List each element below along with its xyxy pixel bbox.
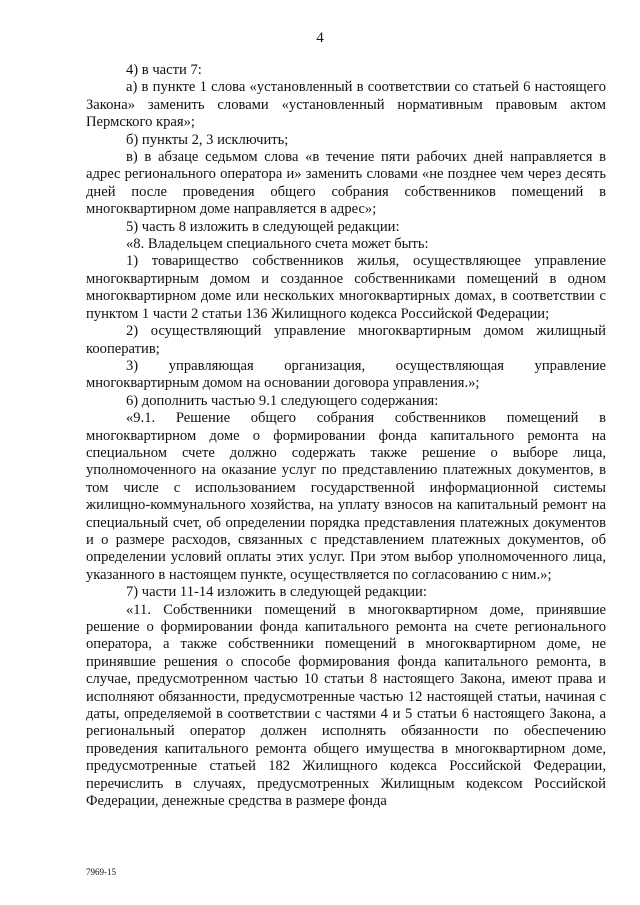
page-number: 4	[316, 30, 324, 46]
paragraph: 2) осуществляющий управление многоквартирным домом жилищный кооператив;	[86, 323, 606, 357]
paragraph: 5) часть 8 изложить в следующей редакции:	[126, 218, 400, 235]
document-code: 7969-15	[86, 867, 116, 877]
paragraph: «8. Владельцем специального счета может быть:	[126, 236, 429, 253]
paragraph: б) пункты 2, 3 исключить;	[126, 131, 289, 148]
paragraph: «9.1. Решение общего собрания собственников помещений в многоквартирном доме о формировании фонда капитального ремонта на специальном счете должно содержать также решение о выборе лица, уполномоченного на оказание услуг по представлению платежных документов, в том числе с использованием государственной информационной системы жилищно-коммунального хозяйства, на уплату взносов на капитальный ремонт на специальный счет, об определении порядка представления платежных документов и о размере расходов, связанных с представлением платежных документов, об определении условий оплаты этих услуг. При этом выбор уполномоченного лица, указанного в настоящем пункте, осуществляется по согласованию с ним.»;	[86, 410, 606, 583]
document-body	[86, 62, 606, 810]
paragraph: 1) товарищество собственников жилья, осуществляющее управление многоквартирным домом и созданное собственниками помещений в одном многоквартирном доме или нескольких многоквартирных домах, в соответствии с пунктом 1 части 2 статьи 136 Жилищного кодекса Российской Федерации;	[86, 253, 606, 322]
paragraph: 3) управляющая организация, осуществляющая управление многоквартирным домом на основании договора управления.»;	[86, 357, 606, 392]
paragraph: в) в абзаце седьмом слова «в течение пяти рабочих дней направляется в адрес регионального оператора и» заменить словами «не позднее чем через десять дней после проведения общего собрания собственников помещений в многоквартирном доме направляется в адрес»;	[86, 149, 606, 218]
paragraph: 4) в части 7:	[126, 62, 202, 78]
paragraph: «11. Собственники помещений в многоквартирном доме, принявшие решение о формировании фонда капитального ремонта на счете регионального оператора, а также собственники помещений в многоквартирном доме, не принявшие решения о способе формирования фонда капитального ремонта, в случае, предусмотренном частью 10 статьи 8 настоящего Закона, имеют права и исполняют обязанности, предусмотренные частью 12 настоящей статьи, начиная с даты, определяемой в соответствии с частями 4 и 5 статьи 6 настоящего Закона, а региональный оператор должен исполнять обязанности по обеспечению проведения капитального ремонта общего имущества в многоквартирном доме, предусмотренные статьей 182 Жилищного кодекса Российской Федерации, перечислить в случаях, предусмотренных Жилищным кодексом Российской Федерации, денежные средства в размере фонда	[86, 601, 606, 810]
paragraph: а) в пункте 1 слова «установленный в соответствии со статьей 6 настоящего Закона» заменить словами «установленный нормативным правовым актом Пермского края»;	[86, 79, 606, 131]
paragraph: 6) дополнить частью 9.1 следующего содержания:	[126, 392, 439, 409]
paragraph: 7) части 11-14 изложить в следующей редакции:	[126, 584, 427, 601]
